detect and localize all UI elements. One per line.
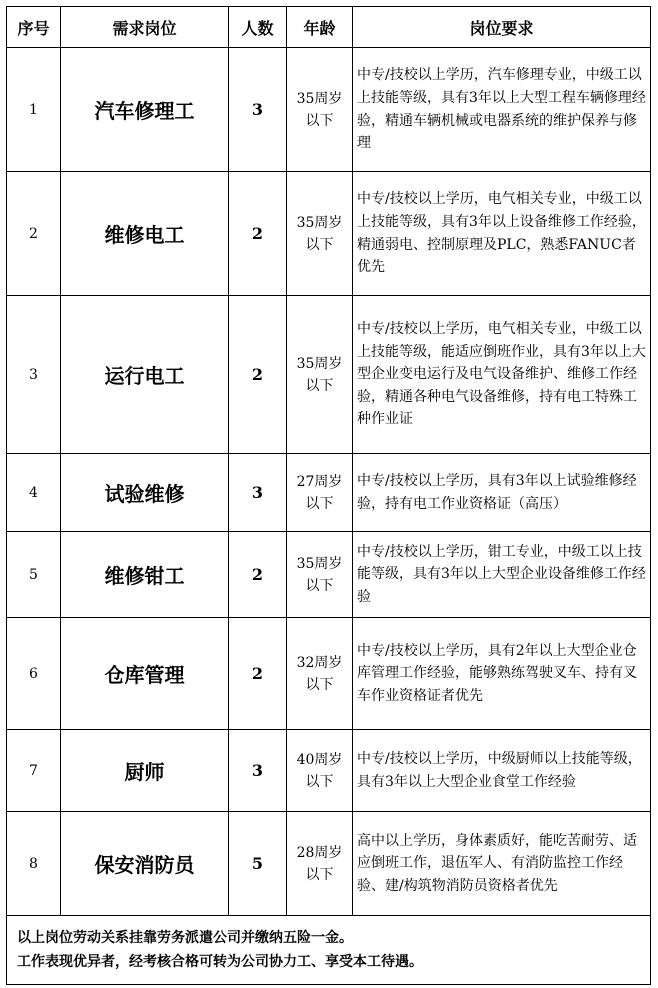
- row-requirements-text: 高中以上学历，身体素质好，能吃苦耐劳、适应倒班工作，退伍军人、有消防监控工作经验、建/构筑物消防员资格者优先: [357, 832, 637, 894]
- row-requirements: [353, 812, 651, 916]
- row-requirements: [353, 172, 651, 296]
- table-row: [7, 812, 651, 916]
- row-requirements-text: 中专/技校以上学历，电气相关专业，中级工以上技能等级，具有3年以上设备维修工作经验，精通弱电、控制原理及PLC，熟悉FANUC者优先: [357, 191, 646, 276]
- row-position: 维修钳工: [61, 532, 229, 618]
- row-age-suffix: 以下: [305, 112, 334, 129]
- row-age-suffix: 以下: [305, 866, 334, 883]
- header-count: 人数: [229, 7, 287, 48]
- footer-line-1: 以上岗位劳动关系挂靠劳务派遣公司并缴纳五险一金。: [17, 930, 353, 946]
- row-requirements: [353, 296, 651, 454]
- row-position: 汽车修理工: [61, 48, 229, 172]
- row-age: [287, 812, 353, 916]
- row-requirements: [353, 454, 651, 532]
- row-count: 3: [229, 48, 287, 172]
- header-requirements: 岗位要求: [353, 7, 651, 48]
- row-count: 3: [229, 454, 287, 532]
- row-requirements-text: 中专/技校以上学历，电气相关专业，中级工以上技能等级，能适应倒班作业，具有3年以上大型企业变电运行及电气设备维护、维修工作经验，精通各种电气设备维修，持有电工特殊工种作业证: [357, 321, 646, 428]
- row-position: 运行电工: [61, 296, 229, 454]
- row-seq: 5: [7, 532, 61, 618]
- row-count: 2: [229, 618, 287, 730]
- row-position: 维修电工: [61, 172, 229, 296]
- row-age-value: 28周岁: [296, 844, 343, 861]
- footer-row: [7, 916, 651, 985]
- row-age-suffix: 以下: [305, 236, 334, 253]
- row-position: 试验维修: [61, 454, 229, 532]
- row-seq: 6: [7, 618, 61, 730]
- table-row: [7, 532, 651, 618]
- table-row: [7, 730, 651, 812]
- row-age: [287, 532, 353, 618]
- row-age-value: 35周岁: [296, 355, 343, 372]
- row-seq: 1: [7, 48, 61, 172]
- header-age: 年龄: [287, 7, 353, 48]
- footer-line-2: 工作表现优异者，经考核合格可转为公司协力工、享受本工待遇。: [17, 954, 423, 970]
- job-requirements-sheet: [6, 6, 650, 980]
- row-age-value: 32周岁: [296, 654, 343, 671]
- row-age-value: 40周岁: [296, 751, 343, 768]
- row-age: [287, 296, 353, 454]
- row-requirements-text: 中专/技校以上学历，钳工专业，中级工以上技能等级，具有3年以上大型企业设备维修工作经验: [357, 543, 646, 605]
- table-row: [7, 172, 651, 296]
- row-requirements-text: 中专/技校以上学历，具有2年以上大型企业仓库管理工作经验，能够熟练驾驶叉车、持有叉车作业资格证者优先: [357, 642, 637, 704]
- row-seq: 3: [7, 296, 61, 454]
- row-position: 保安消防员: [61, 812, 229, 916]
- row-age-suffix: 以下: [305, 495, 334, 512]
- row-age: [287, 730, 353, 812]
- row-requirements-text: 中专/技校以上学历，汽车修理专业，中级工以上技能等级，具有3年以上大型工程车辆修理经验，精通车辆机械或电器系统的维护保养与修理: [357, 67, 646, 152]
- row-seq: 4: [7, 454, 61, 532]
- row-age: [287, 454, 353, 532]
- row-requirements: [353, 618, 651, 730]
- table-row: [7, 296, 651, 454]
- row-age-suffix: 以下: [305, 577, 334, 594]
- row-age: [287, 48, 353, 172]
- row-seq: 2: [7, 172, 61, 296]
- row-count: 2: [229, 172, 287, 296]
- row-age-suffix: 以下: [305, 773, 334, 790]
- table-row: [7, 48, 651, 172]
- row-requirements-text: 中专/技校以上学历，中级厨师以上技能等级，具有3年以上大型企业食堂工作经验: [357, 750, 642, 790]
- row-age: [287, 618, 353, 730]
- row-count: 2: [229, 296, 287, 454]
- row-requirements: [353, 730, 651, 812]
- table-row: [7, 454, 651, 532]
- row-age-value: 27周岁: [296, 473, 343, 490]
- row-requirements: [353, 532, 651, 618]
- row-count: 3: [229, 730, 287, 812]
- row-age-value: 35周岁: [296, 90, 343, 107]
- row-requirements: [353, 48, 651, 172]
- row-age-suffix: 以下: [305, 676, 334, 693]
- row-seq: 8: [7, 812, 61, 916]
- row-age: [287, 172, 353, 296]
- row-age-value: 35周岁: [296, 555, 343, 572]
- table-row: [7, 618, 651, 730]
- row-age-suffix: 以下: [305, 377, 334, 394]
- row-count: 5: [229, 812, 287, 916]
- row-position: 仓库管理: [61, 618, 229, 730]
- header-seq: 序号: [7, 7, 61, 48]
- row-seq: 7: [7, 730, 61, 812]
- footer-note: [7, 916, 651, 985]
- table-header-row: [7, 7, 651, 48]
- row-count: 2: [229, 532, 287, 618]
- row-requirements-text: 中专/技校以上学历，具有3年以上试验维修经验，持有电工作业资格证（高压）: [357, 472, 637, 512]
- job-table: [6, 6, 651, 985]
- row-age-value: 35周岁: [296, 214, 343, 231]
- header-position: 需求岗位: [61, 7, 229, 48]
- row-position: 厨师: [61, 730, 229, 812]
